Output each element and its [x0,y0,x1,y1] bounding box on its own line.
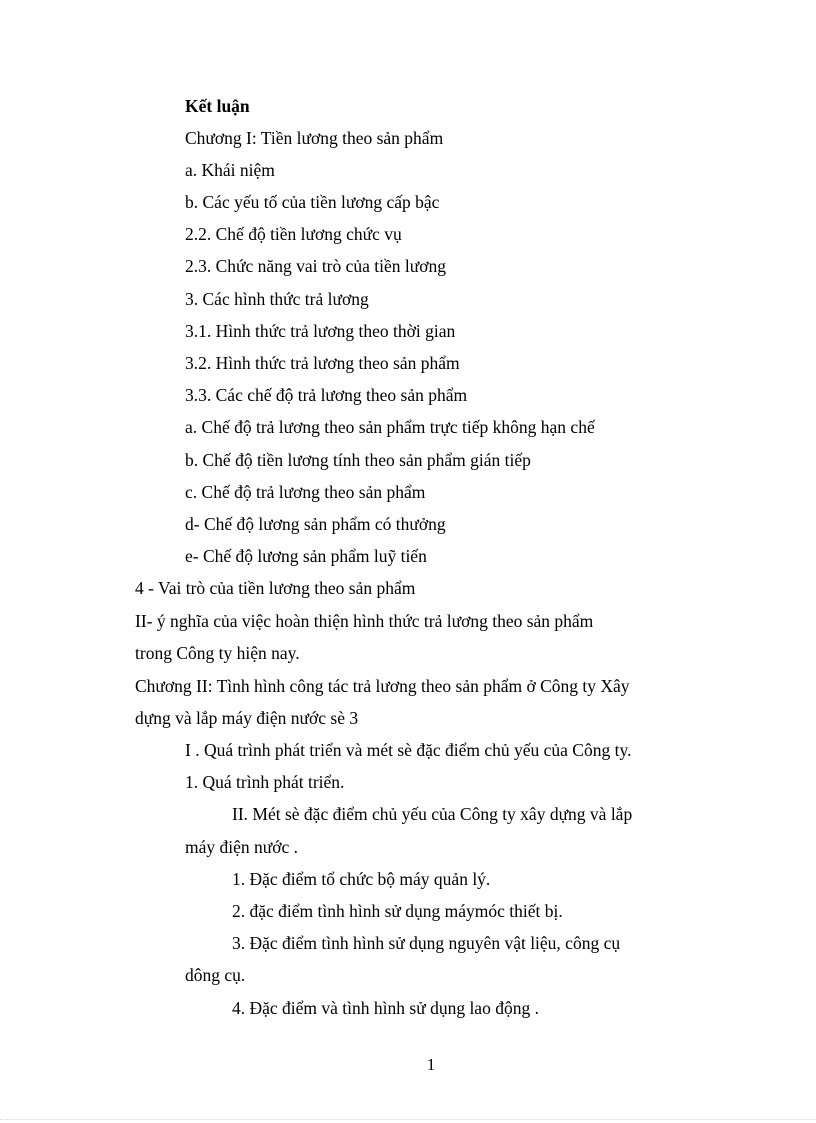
toc-line: I . Quá trình phát triển và mét sè đặc điểm chủ yếu của Công ty. [185,740,632,760]
toc-line: 1. Quá trình phát triển. [185,772,345,792]
toc-line: a. Chế độ trả lương theo sản phẩm trực tiếp không hạn chế [185,417,595,437]
toc-line: 3.3. Các chế độ trả lương theo sản phẩm [185,385,468,405]
toc-line: Chương II: Tình hình công tác trả lương theo sản phẩm ở Công ty Xây [135,676,630,696]
toc-line: trong Công ty hiện nay. [135,643,300,663]
page-bottom-rule [0,1119,816,1120]
toc-line: c. Chế độ trả lương theo sản phẩm [185,482,426,502]
toc-line: e- Chế độ lương sản phẩm luỹ tiến [185,546,427,566]
toc-line: II. Mét sè đặc điểm chủ yếu của Công ty xây dựng và lắp [232,804,633,824]
toc-line: 1. Đặc điểm tổ chức bộ máy quản lý. [232,869,491,889]
toc-line: a. Khái niệm [185,160,275,180]
toc-line: b. Chế độ tiền lương tính theo sản phẩm gián tiếp [185,450,531,470]
toc-line: 4 - Vai trò của tiền lương theo sản phẩm [135,578,416,598]
toc-line: 3. Đặc điểm tình hình sử dụng nguyên vật liệu, công cụ [232,933,621,953]
toc-line: máy điện nước . [185,837,299,857]
toc-line: b. Các yếu tố của tiền lương cấp bậc [185,192,440,212]
toc-line: Chương I: Tiền lương theo sản phẩm [185,128,444,148]
toc-line: 3. Các hình thức trả lương [185,289,369,309]
toc-line: 2.3. Chức năng vai trò của tiền lương [185,256,447,276]
toc-line: d- Chế độ lương sản phẩm có thưởng [185,514,446,534]
toc-line: 3.1. Hình thức trả lương theo thời gian [185,321,456,341]
toc-line: 2. đặc điểm tình hình sử dụng máymóc thiết bị. [232,901,563,921]
page-number: 1 [426,1055,436,1074]
toc-line: dựng và lắp máy điện nước sè 3 [135,708,359,728]
conclusion-heading: Kết luận [185,96,250,116]
toc-line: 2.2. Chế độ tiền lương chức vụ [185,224,402,244]
toc-line: 4. Đặc điểm và tình hình sử dụng lao động . [232,998,539,1018]
toc-line: dông cụ. [185,965,246,985]
toc-line: II- ý nghĩa của việc hoàn thiện hình thức trả lương theo sản phẩm [135,611,594,631]
toc-line: 3.2. Hình thức trả lương theo sản phẩm [185,353,460,373]
